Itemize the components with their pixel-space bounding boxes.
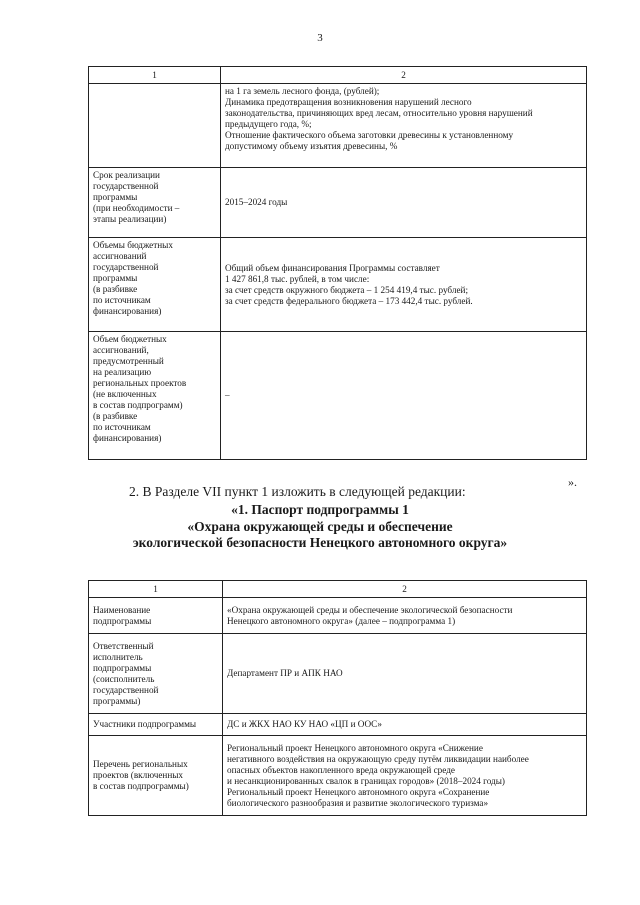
text-line: Региональный проект Ненецкого автономного округа «Сохранение [227,786,490,797]
text-line: допустимому объему изъятия древесины, % [225,141,398,151]
label-cell-regional-projects-budget [89,332,221,460]
label-cell-regional-projects [89,736,223,816]
text-line: за счет средств окружного бюджета – 1 254 419,4 тыс. рублей; [225,284,468,295]
subprogram-name-value [223,598,587,634]
text-line: опасных объектов накопленного вреда окружающей среде [227,764,455,775]
text-line: и несанкционированных свалок в границах городов» (2018–2024 годы) [227,775,505,786]
label-line: программы) [93,695,141,706]
label-line: этапы реализации) [93,214,167,224]
closing-quote: ». [568,475,577,489]
text-line: предыдущего года, %; [225,119,312,129]
table-row [89,238,587,332]
text-line: Общий объем финансирования Программы составляет [225,262,440,273]
label-line: (не включенных [93,389,157,399]
text-line: 1 427 861,8 тыс. рублей, в том числе: [225,273,370,284]
label-line: Наименование [93,604,151,615]
label-cell-responsible-executor [89,634,223,714]
label-line: подпрограммы [93,615,152,626]
text-line: на 1 га земель лесного фонда, (рублей); [225,86,380,96]
label-line: (соисполнитель [93,673,155,684]
table-header-row [89,581,587,598]
label-line: ассигнований [93,251,147,261]
table-row [89,332,587,460]
label-line: Объем бюджетных [93,334,167,344]
text-line: биологического разнообразия и развитие экологического туризма» [227,797,489,808]
section-title-line-1: «1. Паспорт подпрограммы 1 [231,502,409,517]
label-line: государственной [93,262,159,272]
label-line: в состав подпрограммы) [93,781,189,791]
label-line: (при необходимости – [93,203,180,213]
table-row [89,736,587,816]
text-line: «Охрана окружающей среды и обеспечение экологической безопасности [227,604,513,615]
text-line: Региональный проект Ненецкого автономного округа «Снижение [227,742,483,753]
subprogram-passport-table [88,580,587,816]
column-header-2: 2 [221,67,587,84]
text-line: законодательства, причиняющих вред лесам, относительно уровня нарушений [225,108,533,118]
label-cell-empty [89,84,221,168]
text-line: негативного воздействия на окружающую среду путём ликвидации наиболее [227,753,529,764]
page-number: 3 [317,32,323,44]
label-line: (в разбивке [93,284,138,294]
label-line: по источникам [93,422,151,432]
text-line: за счет средств федерального бюджета – 173 442,4 тыс. рублей. [225,295,473,306]
text-line: Ненецкого автономного округа» (далее – подпрограмма 1) [227,615,456,626]
responsible-executor-value: Департамент ПР и АПК НАО [223,634,587,714]
label-line: на реализацию [93,367,152,377]
table-header-row [89,67,587,84]
indicators-cell [221,84,587,168]
label-line: в состав подпрограмм) [93,400,183,410]
table-row [89,168,587,238]
program-passport-table [88,66,587,460]
label-line: Ответственный [93,640,154,651]
table-row [89,84,587,168]
label-line: по источникам [93,295,151,305]
label-cell-implementation-period [89,168,221,238]
label-line: финансирования) [93,306,162,316]
regional-projects-budget-value: – [221,332,587,460]
label-line: региональных проектов [93,378,187,388]
label-line: подпрограммы [93,662,152,673]
text-line: Отношение фактического объема заготовки древесины к установленному [225,130,514,140]
label-line: государственной [93,684,159,695]
label-cell-participants: Участники подпрограммы [89,714,223,736]
amendment-instruction: 2. В Разделе VII пункт 1 изложить в следующей редакции: [129,484,466,499]
section-title-line-2: «Охрана окружающей среды и обеспечение [187,519,453,534]
table-row [89,598,587,634]
label-line: финансирования) [93,433,162,443]
label-line: ассигнований, [93,345,149,355]
label-line: Объемы бюджетных [93,240,173,250]
label-line: Срок реализации [93,170,160,180]
table-row [89,634,587,714]
label-line: проектов (включенных [93,770,184,780]
implementation-period-value: 2015–2024 годы [221,168,587,238]
label-line: (в разбивке [93,411,138,421]
label-line: исполнитель [93,651,143,662]
text-line: Динамика предотвращения возникновения нарушений лесного [225,97,472,107]
label-line: государственной [93,181,159,191]
section-title-line-3: экологической безопасности Ненецкого автономного округа» [132,535,508,550]
label-cell-budget-volumes [89,238,221,332]
label-line: предусмотренный [93,356,164,366]
column-header-1: 1 [89,67,221,84]
label-line: программы [93,273,138,283]
label-line: программы [93,192,138,202]
table-row [89,714,587,736]
regional-projects-value [223,736,587,816]
budget-volumes-value [221,238,587,332]
label-cell-subprogram-name [89,598,223,634]
column-header-1: 1 [89,581,223,598]
participants-value: ДС и ЖКХ НАО КУ НАО «ЦП и ООС» [223,714,587,736]
column-header-2: 2 [223,581,587,598]
label-line: Перечень региональных [93,759,188,769]
